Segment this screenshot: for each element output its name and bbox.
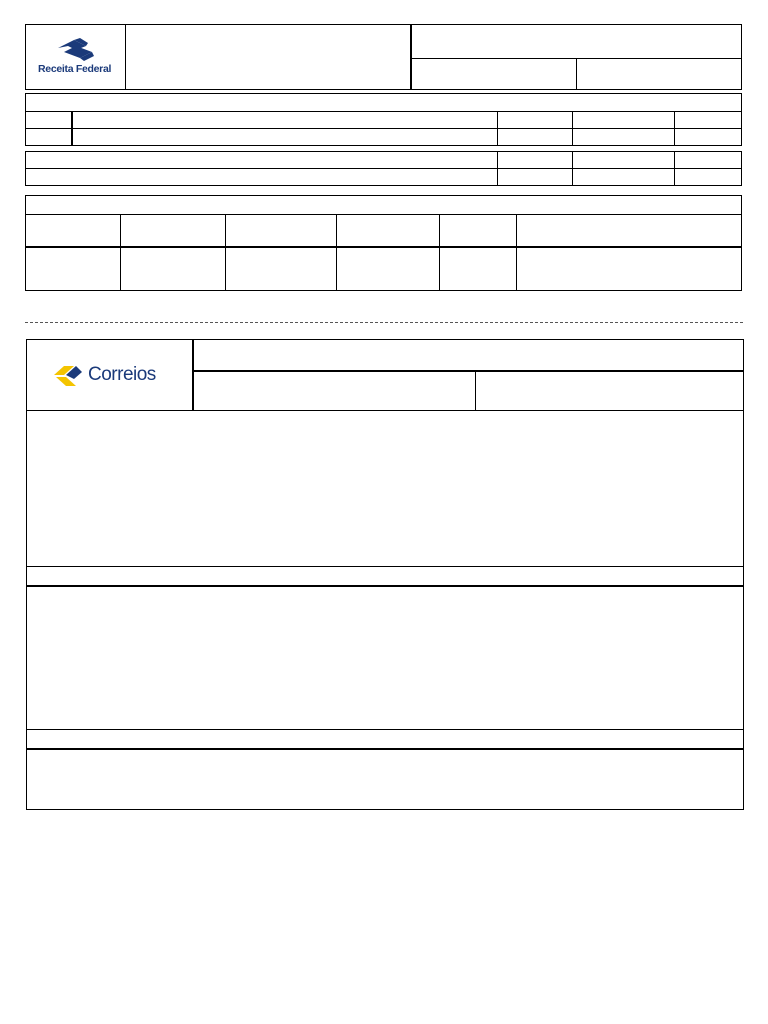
divider xyxy=(475,370,476,410)
divider xyxy=(193,370,744,372)
divider xyxy=(439,214,440,291)
receita-section-4 xyxy=(25,195,742,291)
divider xyxy=(497,111,498,146)
divider xyxy=(25,128,742,129)
divider xyxy=(192,339,194,410)
receita-logo-text: Receita Federal xyxy=(38,63,112,75)
divider xyxy=(125,24,126,90)
divider xyxy=(576,58,577,90)
divider xyxy=(572,151,573,186)
divider xyxy=(674,111,675,146)
divider xyxy=(25,111,742,112)
cut-separator xyxy=(25,322,743,323)
divider xyxy=(25,214,742,215)
divider xyxy=(71,111,73,146)
receita-federal-logo xyxy=(36,36,116,80)
divider xyxy=(26,585,744,587)
divider xyxy=(26,566,744,567)
divider xyxy=(25,246,742,248)
divider xyxy=(225,214,226,291)
correios-form xyxy=(0,330,768,820)
divider xyxy=(26,748,744,750)
receita-form xyxy=(0,0,768,300)
divider xyxy=(26,410,744,411)
correios-logo-text: Correios xyxy=(88,364,156,385)
receita-emblem-icon xyxy=(36,36,116,62)
divider xyxy=(26,729,744,730)
divider xyxy=(120,214,121,291)
receita-section-2 xyxy=(25,93,742,146)
divider xyxy=(336,214,337,291)
receita-header-box xyxy=(25,24,742,90)
divider xyxy=(497,151,498,186)
divider xyxy=(516,214,517,291)
divider xyxy=(674,151,675,186)
divider xyxy=(410,24,412,90)
correios-emblem-icon xyxy=(52,362,86,388)
divider xyxy=(572,111,573,146)
correios-logo xyxy=(52,362,172,390)
divider xyxy=(25,168,742,169)
